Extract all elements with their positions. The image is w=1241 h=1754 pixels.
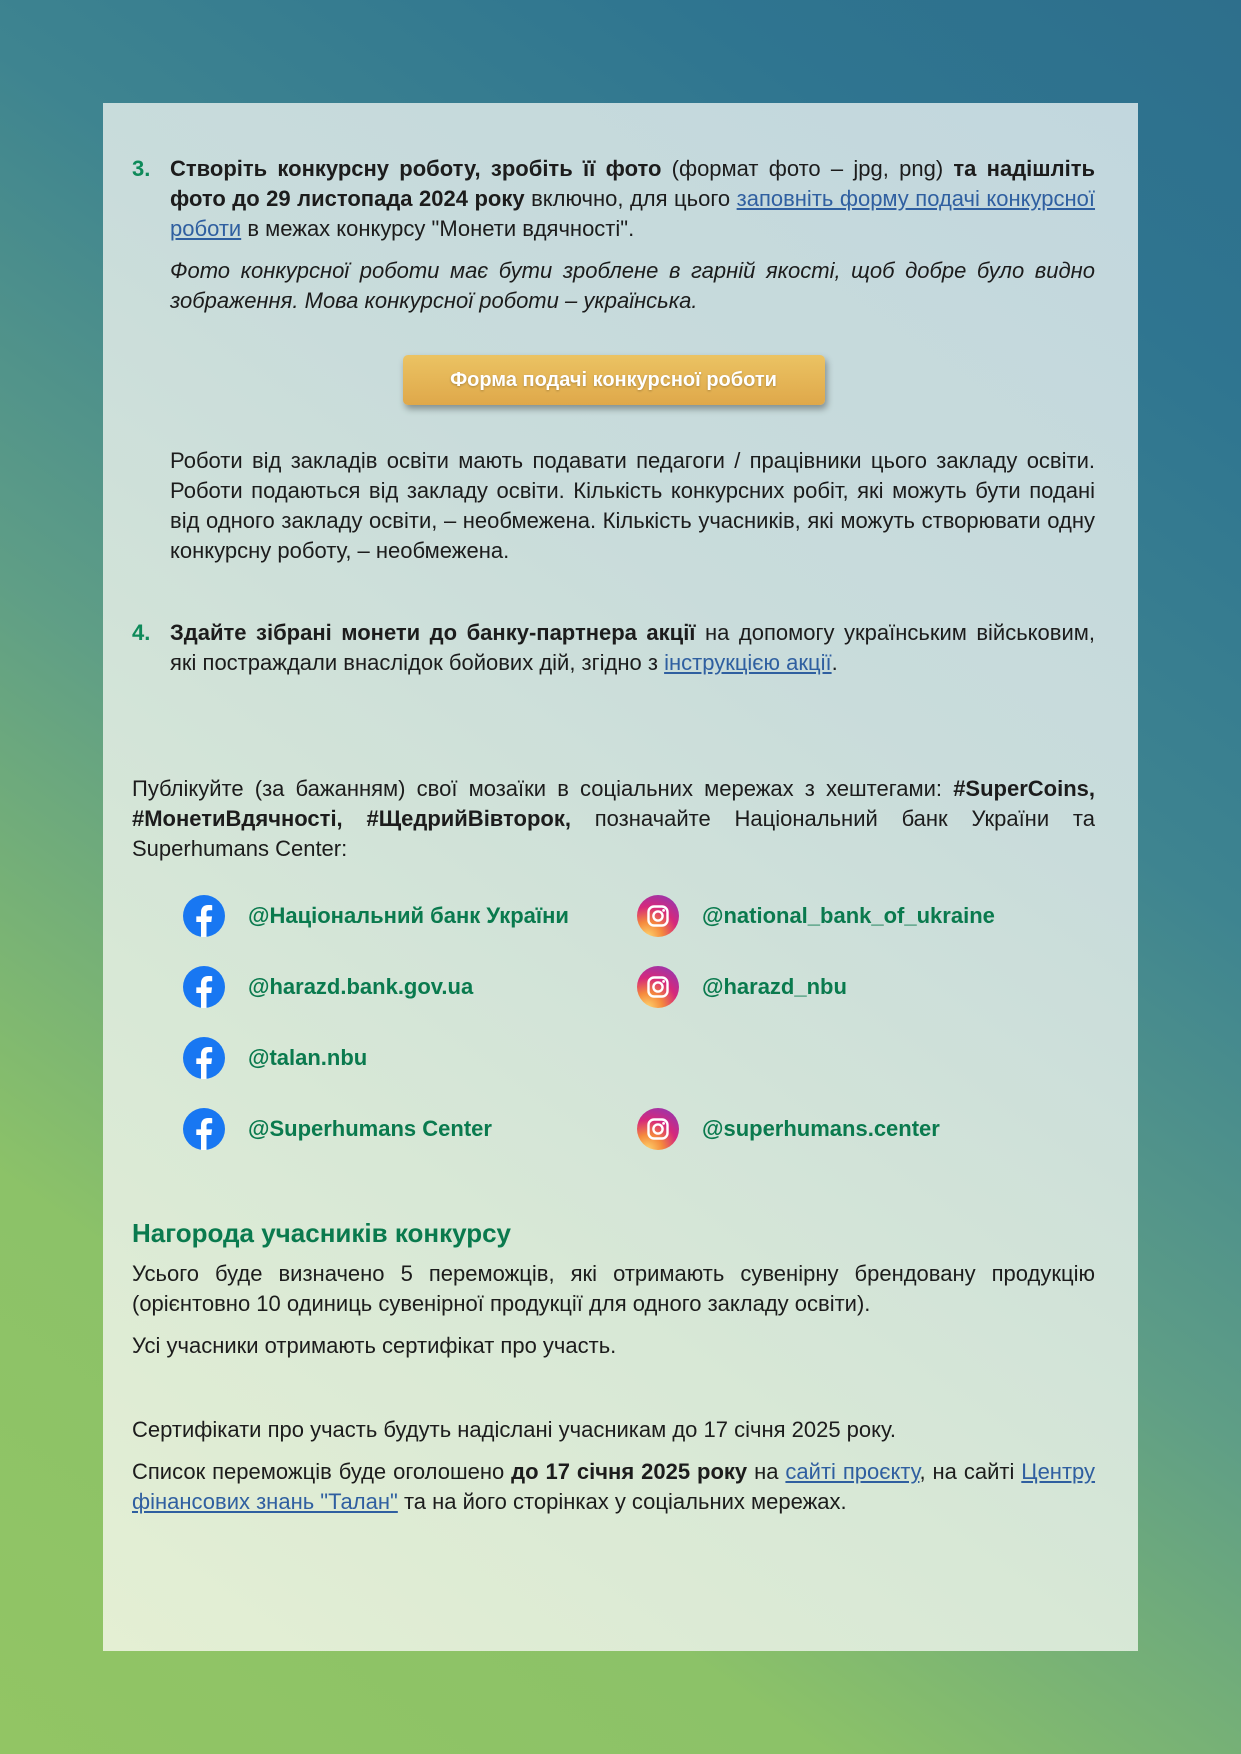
reward-winners: Усього буде визначено 5 переможців, які отримають сувенірну брендовану продукцію (орієнтовно 10 одиниць сувенірної продукції для одного закладу освіти). bbox=[132, 1261, 1095, 1316]
facebook-icon bbox=[183, 895, 225, 937]
announce-date: до 17 січня 2025 року bbox=[511, 1459, 748, 1484]
publish-text-2: позначайте Національний банк України та Superhumans Center: bbox=[132, 806, 1095, 861]
instagram-label: @harazd_nbu bbox=[702, 974, 847, 999]
button-wrap bbox=[132, 355, 1095, 405]
submission-form-link[interactable]: заповніть форму подачі конкурсної роботи bbox=[170, 186, 1096, 241]
step-4 bbox=[132, 618, 1095, 678]
instagram-label: @superhumans.center bbox=[702, 1116, 940, 1141]
instagram-link[interactable] bbox=[637, 965, 847, 1009]
step-3-rules: Роботи від закладів освіти мають подавати педагоги / працівники цього закладу освіти. Роботи подаються від закладу освіти. Кількість конкурсних робіт, які можуть бути подані від одного закладу освіти, – необмежена. Кількість учасників, які можуть створювати одну конкурсну роботу, – необмежена. bbox=[170, 448, 1095, 563]
hashtags: #SuperCoins, #МонетиВдячності, #ЩедрийВівторок, bbox=[132, 776, 1095, 831]
talan-center-link[interactable]: Центру фінансових знань "Талан" bbox=[132, 1459, 1096, 1514]
instagram-link[interactable] bbox=[637, 1107, 940, 1151]
step-3-text-3: в межах конкурсу "Монети вдячності". bbox=[241, 216, 635, 241]
content-panel bbox=[103, 103, 1138, 1651]
step-3-note: Фото конкурсної роботи має бути зроблене в гарній якості, щоб добре було видно зображення. Мова конкурсної роботи – українська. bbox=[170, 258, 1095, 313]
facebook-link[interactable] bbox=[183, 894, 569, 938]
step-3-text-1: (формат фото – jpg, png) bbox=[661, 156, 954, 181]
step-3-bold-2: та надішліть фото до 29 листопада 2024 року bbox=[170, 156, 1095, 211]
instagram-link[interactable] bbox=[637, 894, 995, 938]
publish-paragraph bbox=[132, 774, 1095, 864]
project-site-link[interactable]: сайті проєкту bbox=[785, 1459, 920, 1484]
step-3-text bbox=[170, 154, 1095, 244]
step-3-bold-1: Створіть конкурсну роботу, зробіть її фото bbox=[170, 156, 662, 181]
step-3-rules-block bbox=[132, 446, 1095, 566]
facebook-label: @Superhumans Center bbox=[248, 1116, 492, 1141]
step-4-text-1: на допомогу українським військовим, які постраждали внаслідок бойових дій, згідно з bbox=[170, 620, 1096, 675]
content bbox=[132, 143, 1095, 864]
facebook-label: @Національний банк України bbox=[248, 903, 569, 928]
step-3 bbox=[132, 154, 1095, 316]
certificates-date: Сертифікати про участь будуть надіслані учасникам до 17 січня 2025 року. bbox=[132, 1417, 896, 1442]
instagram-icon bbox=[637, 1108, 679, 1150]
winners-announcement bbox=[132, 1457, 1095, 1517]
step-number: 4. bbox=[132, 620, 151, 645]
announce-text-2: на bbox=[747, 1459, 786, 1484]
facebook-icon bbox=[183, 1037, 225, 1079]
facebook-icon bbox=[183, 1108, 225, 1150]
instagram-label: @national_bank_of_ukraine bbox=[702, 903, 995, 928]
submission-form-button[interactable]: Форма подачі конкурсної роботи bbox=[403, 355, 825, 405]
facebook-label: @harazd.bank.gov.ua bbox=[248, 974, 474, 999]
step-number: 3. bbox=[132, 156, 151, 181]
reward-section bbox=[132, 1216, 1095, 1517]
publish-text-1: Публікуйте (за бажанням) свої мозаїки в соціальних мережах з хештегами: bbox=[132, 776, 954, 801]
step-3-text-2: включно, для цього bbox=[524, 186, 737, 211]
announce-text-3: , на сайті bbox=[919, 1459, 1022, 1484]
reward-certificates: Усі учасники отримають сертифікат про участь. bbox=[132, 1333, 617, 1358]
facebook-label: @talan.nbu bbox=[248, 1045, 368, 1070]
step-4-bold: Здайте зібрані монети до банку-партнера акції bbox=[170, 620, 696, 645]
facebook-icon bbox=[183, 966, 225, 1008]
instagram-icon bbox=[637, 966, 679, 1008]
step-4-text bbox=[170, 618, 1095, 678]
announce-text-1: Список переможців буде оголошено bbox=[132, 1459, 512, 1484]
instruction-link[interactable]: інструкцією акції bbox=[664, 650, 832, 675]
facebook-link[interactable] bbox=[183, 1107, 492, 1151]
step-4-text-2: . bbox=[831, 650, 838, 675]
reward-title: Нагорода учасників конкурсу bbox=[132, 1218, 512, 1248]
facebook-link[interactable] bbox=[183, 965, 473, 1009]
announce-text-4: та на його сторінках у соціальних мережах. bbox=[397, 1489, 847, 1514]
instagram-icon bbox=[637, 895, 679, 937]
facebook-link[interactable] bbox=[183, 1036, 367, 1080]
